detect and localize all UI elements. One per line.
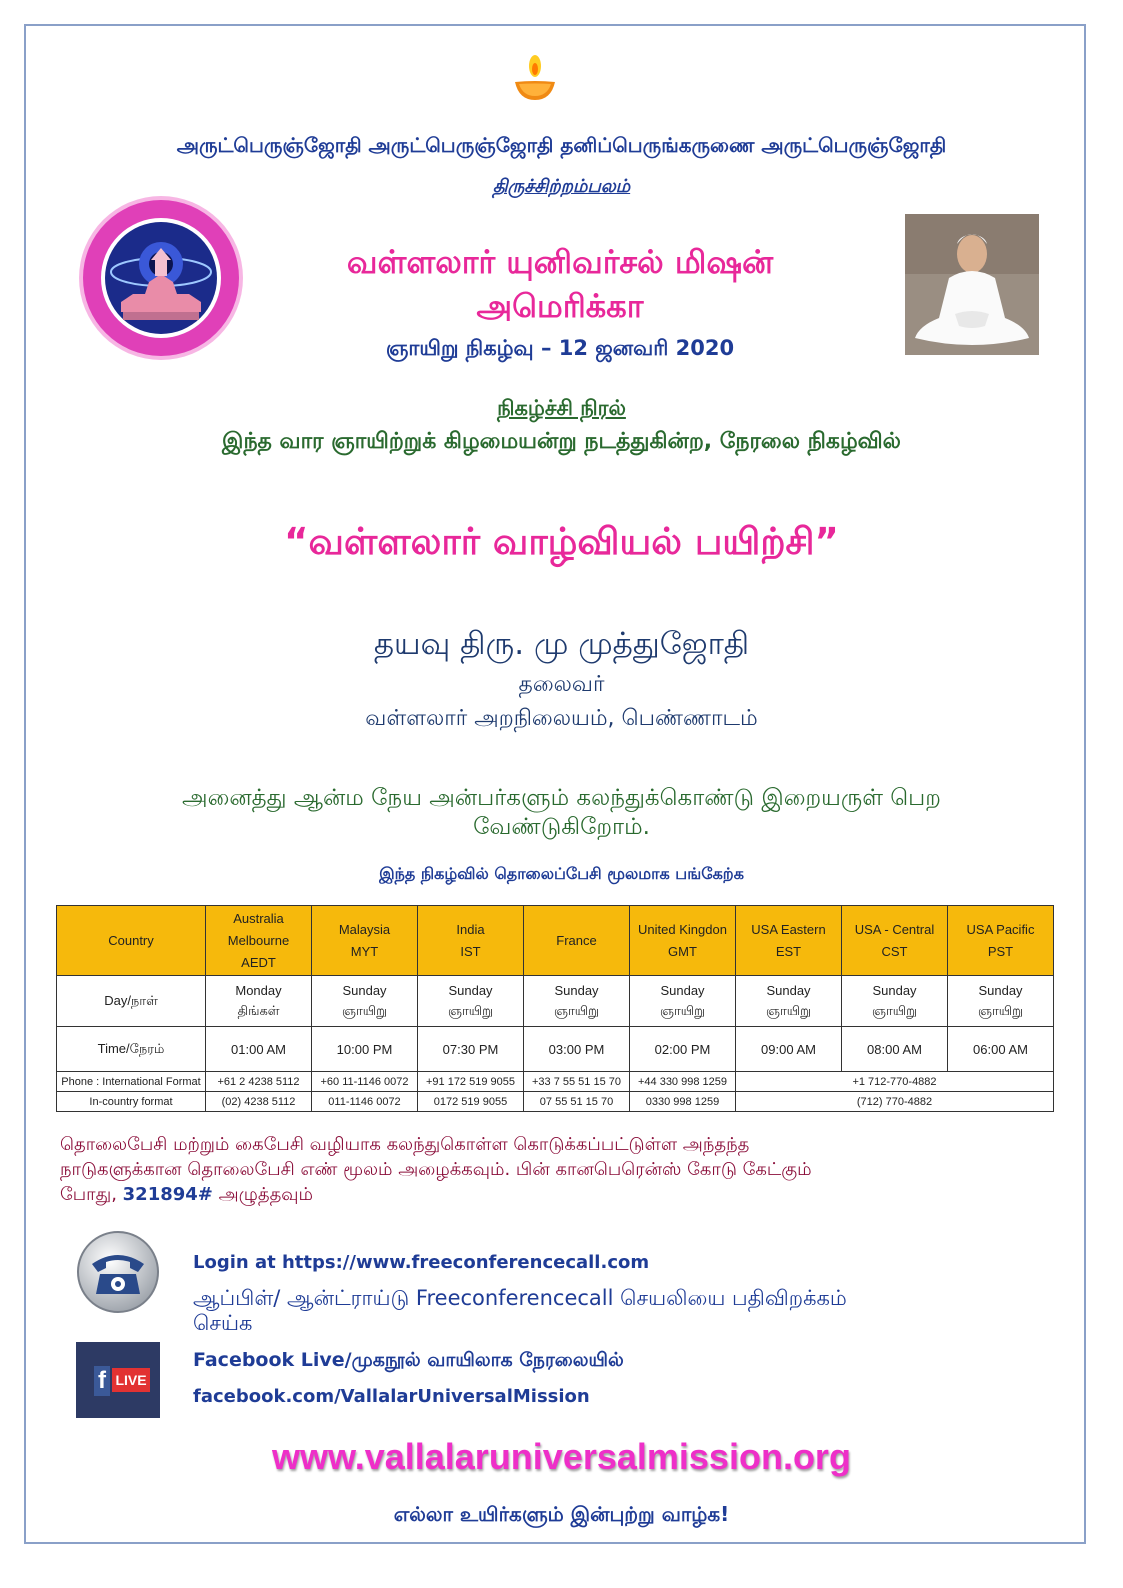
table-row-local [57, 1092, 1054, 1112]
program-title: “வள்ளலார் வாழ்வியல் பயிற்சி” [284, 520, 839, 563]
country-header: Country [57, 906, 206, 976]
time-cell: 01:00 AM [206, 1027, 312, 1072]
dial-instructions [60, 1132, 1063, 1207]
day-cell: Sunday ஞாயிறு [842, 976, 948, 1027]
time-cell: 06:00 AM [948, 1027, 1054, 1072]
column-header: Malaysia MYT [312, 906, 418, 976]
telephone-icon [76, 1230, 160, 1314]
organization-line-2: அமெரிக்கா [476, 287, 644, 325]
column-header: United Kingdon GMT [630, 906, 736, 976]
phone-cell-usa: +1 712-770-4882 [736, 1072, 1054, 1092]
row-label: Time/நேரம் [57, 1027, 206, 1072]
invocation-line: அருட்பெருஞ்ஜோதி அருட்பெருஞ்ஜோதி தனிப்பெருங்கருணை அருட்பெருஞ்ஜோதி [176, 133, 947, 157]
phone-cell: +91 172 519 9055 [418, 1072, 524, 1092]
phone-cell: (02) 4238 5112 [206, 1092, 312, 1112]
login-link[interactable]: Login at https://www.freeconferencecall.com [193, 1252, 650, 1273]
instructions-line-3: போது, 321894# அழுத்தவும் [60, 1184, 314, 1205]
organization-name [260, 240, 860, 328]
app-download-text: ஆப்பிள்/ ஆன்ட்ராய்டு Freeconferencecall செயலியை பதிவிறக்கம் செய்க [193, 1286, 847, 1335]
live-badge: LIVE [112, 1368, 150, 1392]
instructions-line-2: நாடுகளுக்கான தொலைபேசி எண் மூலம் அழைக்கவும். பின் கானபெரென்ஸ் கோடு கேட்கும் [60, 1159, 812, 1180]
tiruchitrambalam: திருச்சிற்றம்பலம் [492, 176, 631, 197]
table-row-international [57, 1072, 1054, 1092]
day-cell: Sunday ஞாயிறு [736, 976, 842, 1027]
appeal-line-1: அனைத்து ஆன்ம நேய அன்பர்களும் கலந்துக்கொண்டு இறையருள் பெற [182, 785, 941, 811]
column-header: USA Eastern EST [736, 906, 842, 976]
table-row-day [57, 976, 1054, 1027]
column-header: Australia Melbourne AEDT [206, 906, 312, 976]
organization-line-1: வள்ளலார் யுனிவர்சல் மிஷன் [346, 243, 774, 281]
speaker-institution: வள்ளலார் அறநிலையம், பெண்ணாடம் [365, 706, 758, 731]
phone-cell: 0172 519 9055 [418, 1092, 524, 1112]
phone-section-heading: இந்த நிகழ்வில் தொலைப்பேசி மூலமாக பங்கேற்க [379, 864, 744, 883]
timezone-table [56, 905, 1054, 1112]
blessing: எல்லா உயிர்களும் இன்புற்று வாழ்க! [393, 1502, 730, 1526]
row-label: Phone : International Format [57, 1072, 206, 1092]
speaker-name: தயவு திரு. மு முத்துஜோதி [373, 626, 750, 662]
appeal-line-2: வேண்டுகிறோம். [473, 814, 650, 840]
day-cell: Sunday ஞாயிறு [418, 976, 524, 1027]
day-cell: Sunday ஞாயிறு [524, 976, 630, 1027]
facebook-live-icon [76, 1342, 160, 1418]
phone-cell: 0330 998 1259 [630, 1092, 736, 1112]
day-cell: Sunday ஞாயிறு [630, 976, 736, 1027]
time-cell: 02:00 PM [630, 1027, 736, 1072]
time-cell: 03:00 PM [524, 1027, 630, 1072]
schedule-intro: இந்த வார ஞாயிற்றுக் கிழமையன்று நடத்துகின்ற, நேரலை நிகழ்வில் [222, 429, 901, 454]
column-header: France [524, 906, 630, 976]
phone-cell: +44 330 998 1259 [630, 1072, 736, 1092]
phone-cell: +60 11-1146 0072 [312, 1072, 418, 1092]
facebook-f-icon: f [94, 1366, 110, 1396]
day-cell: Monday திங்கள் [206, 976, 312, 1027]
speaker-role: தலைவர் [518, 672, 605, 697]
phone-cell: 07 55 51 15 70 [524, 1092, 630, 1112]
column-header: USA Pacific PST [948, 906, 1054, 976]
day-cell: Sunday ஞாயிறு [948, 976, 1054, 1027]
row-label: In-country format [57, 1092, 206, 1112]
column-header: India IST [418, 906, 524, 976]
phone-cell: +61 2 4238 5112 [206, 1072, 312, 1092]
website-link[interactable]: www.vallalaruniversalmission.org [272, 1436, 851, 1477]
appeal [60, 784, 1063, 842]
table-row-time [57, 1027, 1054, 1072]
column-header: USA - Central CST [842, 906, 948, 976]
table-header-row [57, 906, 1054, 976]
time-cell: 07:30 PM [418, 1027, 524, 1072]
phone-cell-usa: (712) 770-4882 [736, 1092, 1054, 1112]
schedule-heading: நிகழ்ச்சி நிரல் [497, 396, 626, 420]
day-cell: Sunday ஞாயிறு [312, 976, 418, 1027]
time-cell: 08:00 AM [842, 1027, 948, 1072]
facebook-live-text: Facebook Live/முகநூல் வாயிலாக நேரலையில் [193, 1349, 624, 1371]
conference-code: 321894# [122, 1184, 213, 1205]
vallalar-portrait [905, 214, 1039, 355]
facebook-link[interactable]: facebook.com/VallalarUniversalMission [193, 1386, 590, 1407]
row-label: Day/நாள் [57, 976, 206, 1027]
time-cell: 10:00 PM [312, 1027, 418, 1072]
phone-cell: 011-1146 0072 [312, 1092, 418, 1112]
lamp-icon [511, 52, 559, 104]
phone-cell: +33 7 55 51 15 70 [524, 1072, 630, 1092]
event-date: ஞாயிறு நிகழ்வு – 12 ஜனவரி 2020 [385, 336, 735, 360]
vallalar-universal-mission-logo [77, 194, 245, 362]
time-cell: 09:00 AM [736, 1027, 842, 1072]
instructions-line-1: தொலைபேசி மற்றும் கைபேசி வழியாக கலந்துகொள்ள கொடுக்கப்பட்டுள்ள அந்தந்த [60, 1134, 750, 1155]
